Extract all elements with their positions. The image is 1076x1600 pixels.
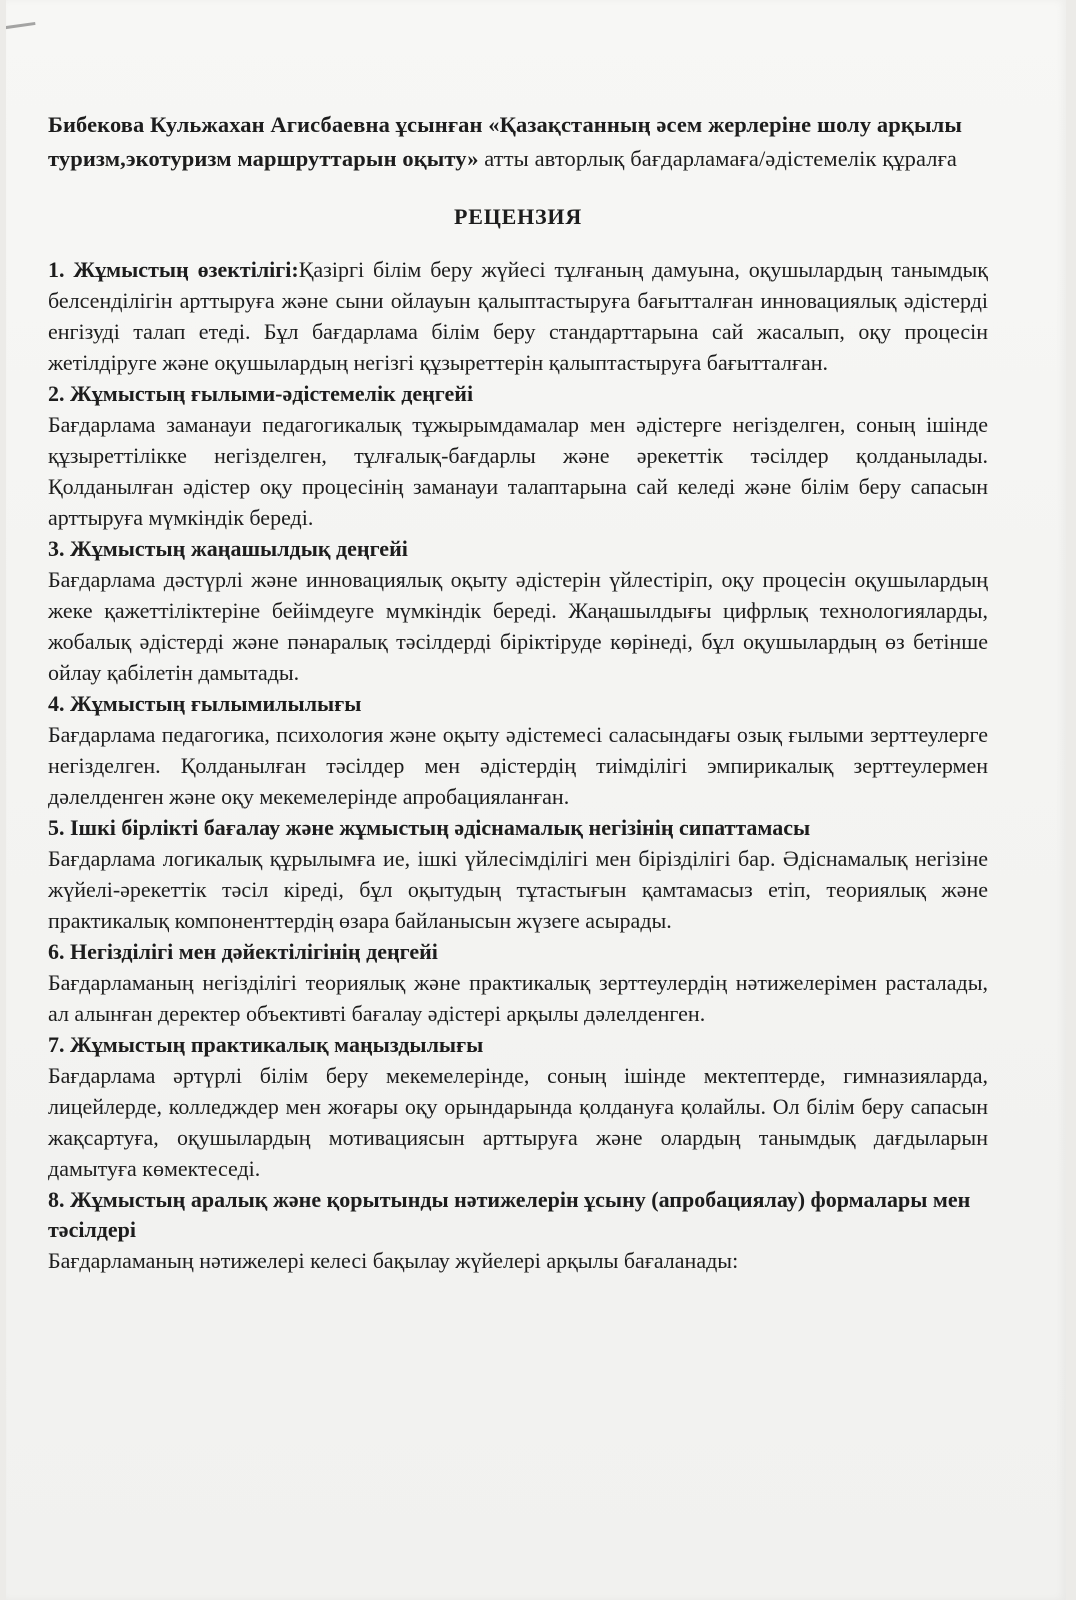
section-4-heading: 4. Жұмыстың ғылымилылығы (48, 691, 362, 716)
section-4 (48, 689, 988, 812)
section-5-heading: 5. Ішкі бірлікті бағалау және жұмыстың әдіснамалық негізінің сипаттамасы (48, 815, 811, 840)
pencil-mark (6, 22, 37, 37)
document-header (48, 108, 988, 176)
header-normal-text: атты авторлық бағдарламаға/әдістемелік құралға (478, 146, 958, 171)
section-6-text: Бағдарламаның негізділігі теориялық және практикалық зерттеулердің нәтижелерімен расталады, ал алынған деректер объективті бағалау әдістері арқылы дәлелденген. (48, 970, 988, 1026)
section-3 (48, 534, 988, 688)
section-1-heading: 1. Жұмыстың өзектілігі: (48, 257, 299, 282)
document-page (6, 0, 1066, 1600)
section-6 (48, 937, 988, 1029)
header-bold-text: Бибекова Кульжахан Агисбаевна ұсынған «Қазақстанның әсем жерлеріне шолу арқылы туризм,экотуризм маршруттарын оқыту» (48, 112, 963, 171)
section-7 (48, 1030, 988, 1184)
section-1 (48, 254, 988, 378)
section-6-heading: 6. Негізділігі мен дәйектілігінің деңгейі (48, 939, 438, 964)
section-8-text: Бағдарламаның нәтижелері келесі бақылау жүйелері арқылы бағаланады: (48, 1248, 739, 1273)
review-title: РЕЦЕНЗИЯ (453, 204, 583, 229)
section-3-text: Бағдарлама дәстүрлі және инновациялық оқыту әдістерін үйлестіріп, оқу процесін оқушылардың жеке қажеттіліктеріне бейімдеуге мүмкіндік береді. Жаңашылдығы цифрлық технологияларды, жобалық әдістерді және пәнаралық тәсілдерді біріктіруде көрінеді, бұл оқушылардың өз бетінше ойлау қабілетін дамытады. (48, 567, 988, 685)
section-2-heading: 2. Жұмыстың ғылыми-әдістемелік деңгейі (48, 381, 474, 406)
section-4-text: Бағдарлама педагогика, психология және оқыту әдістемесі саласындағы озық ғылыми зерттеулерге негізделген. Қолданылған тәсілдер мен әдістердің тиімділігі эмпирикалық зерттеулермен дәлелденген және оқу мекемелерінде апробацияланған. (48, 722, 988, 809)
section-8 (48, 1185, 988, 1276)
section-8-heading: 8. Жұмыстың аралық және қорытынды нәтижелерін ұсыну (апробациялау) формалары мен тәсілдері (48, 1187, 971, 1242)
section-3-heading: 3. Жұмыстың жаңашылдық деңгейі (48, 536, 408, 561)
section-7-heading: 7. Жұмыстың практикалық маңыздылығы (48, 1032, 484, 1057)
document-content (48, 108, 988, 1276)
section-1-text: Қазіргі білім беру жүйесі тұлғаның дамуына, оқушылардың танымдық белсенділігін арттыруға және сыни ойлауын қалыптастыруға бағытталған инновациялық әдістерді енгізуді талап етеді. Бұл бағдарлама білім беру стандарттарына сай жасалып, оқу процесін жетілдіруге және оқушылардың негізгі құзыреттерін қалыптастыруға бағытталған. (48, 257, 988, 375)
section-5-text: Бағдарлама логикалық құрылымға ие, ішкі үйлесімділігі мен бірізділігі бар. Әдіснамалық негізіне жүйелі-әрекеттік тәсіл кіреді, бұл оқытудың тұтастығын қамтамасыз етіп, теориялық және практикалық компоненттердің өзара байланысын жүзеге асырады. (48, 846, 988, 933)
section-2 (48, 379, 988, 533)
section-5 (48, 813, 988, 936)
section-7-text: Бағдарлама әртүрлі білім беру мекемелерінде, соның ішінде мектептерде, гимназияларда, лицейлерде, колледждер мен жоғары оқу орындарында қолдануға қолайлы. Ол білім беру сапасын жақсартуға, оқушылардың мотивациясын арттыруға және олардың танымдық дағдыларын дамытуға көмектеседі. (48, 1063, 988, 1181)
section-2-text: Бағдарлама заманауи педагогикалық тұжырымдамалар мен әдістерге негізделген, соның ішінде құзыреттілікке негізделген, тұлғалық-бағдарлы және әрекеттік тәсілдер қолданылады. Қолданылған әдістер оқу процесінің заманауи талаптарына сай келеді және білім беру сапасын арттыруға мүмкіндік береді. (48, 412, 988, 530)
